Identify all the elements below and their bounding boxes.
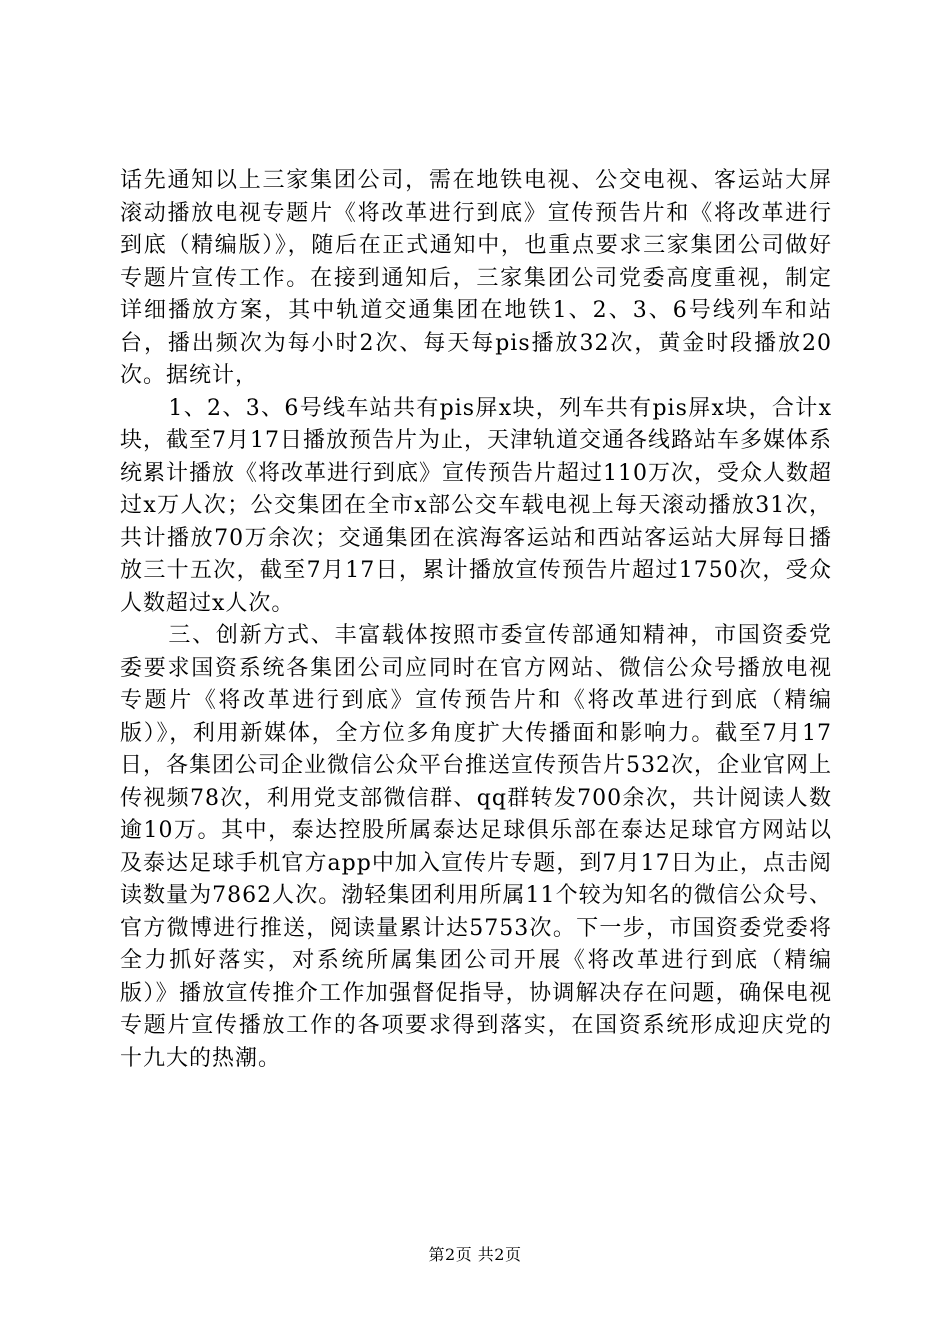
paragraph-continuation: 话先通知以上三家集团公司，需在地铁电视、公交电视、客运站大屏滚动播放电视专题片《将改革进行到底》宣传预告片和《将改革进行到底（精编版）》，随后在正式通知中，也重点要求三家集团公司做好专题片宣传工作。在接到通知后，三家集团公司党委高度重视，制定详细播放方案，其中轨道交通集团在地铁1、2、3、6号线列车和站台，播出频次为每小时2次、每天每pis播放32次，黄金时段播放20次。据统计， [120,168,832,388]
page-footer: 第2页 共2页 [428,1245,522,1264]
document-body [120,165,832,1075]
paragraph-section-three: 三、创新方式、丰富载体按照市委宣传部通知精神，市国资委党委要求国资系统各集团公司应同时在官方网站、微信公众号播放电视专题片《将改革进行到底》宣传预告片和《将改革进行到底（精编版）》，利用新媒体，全方位多角度扩大传播面和影响力。截至7月17日，各集团公司企业微信公众平台推送宣传预告片532次，企业官网上传视频78次，利用党支部微信群、qq群转发700余次，共计阅读人数逾10万。其中，泰达控股所属泰达足球俱乐部在泰达足球官方网站以及泰达足球手机官方app中加入宣传片专题，到7月17日为止，点击阅读数量为7862人次。渤轻集团利用所属11个较为知名的微信公众号、官方微博进行推送，阅读量累计达5753次。下一步，市国资委党委将全力抓好落实，对系统所属集团公司开展《将改革进行到底（精编版）》播放宣传推介工作加强督促指导，协调解决存在问题，确保电视专题片宣传播放工作的各项要求得到落实，在国资系统形成迎庆党的十九大的热潮。 [120,623,832,1071]
paragraph-statistics: 1、2、3、6号线车站共有pis屏x块，列车共有pis屏x块，合计x块，截至7月17日播放预告片为止，天津轨道交通各线路站车多媒体系统累计播放《将改革进行到底》宣传预告片超过110万次，受众人数超过x万人次；公交集团在全市x部公交车载电视上每天滚动播放31次，共计播放70万余次；交通集团在滨海客运站和西站客运站大屏每日播放三十五次，截至7月17日，累计播放宣传预告片超过1750次，受众人数超过x人次。 [120,395,832,616]
